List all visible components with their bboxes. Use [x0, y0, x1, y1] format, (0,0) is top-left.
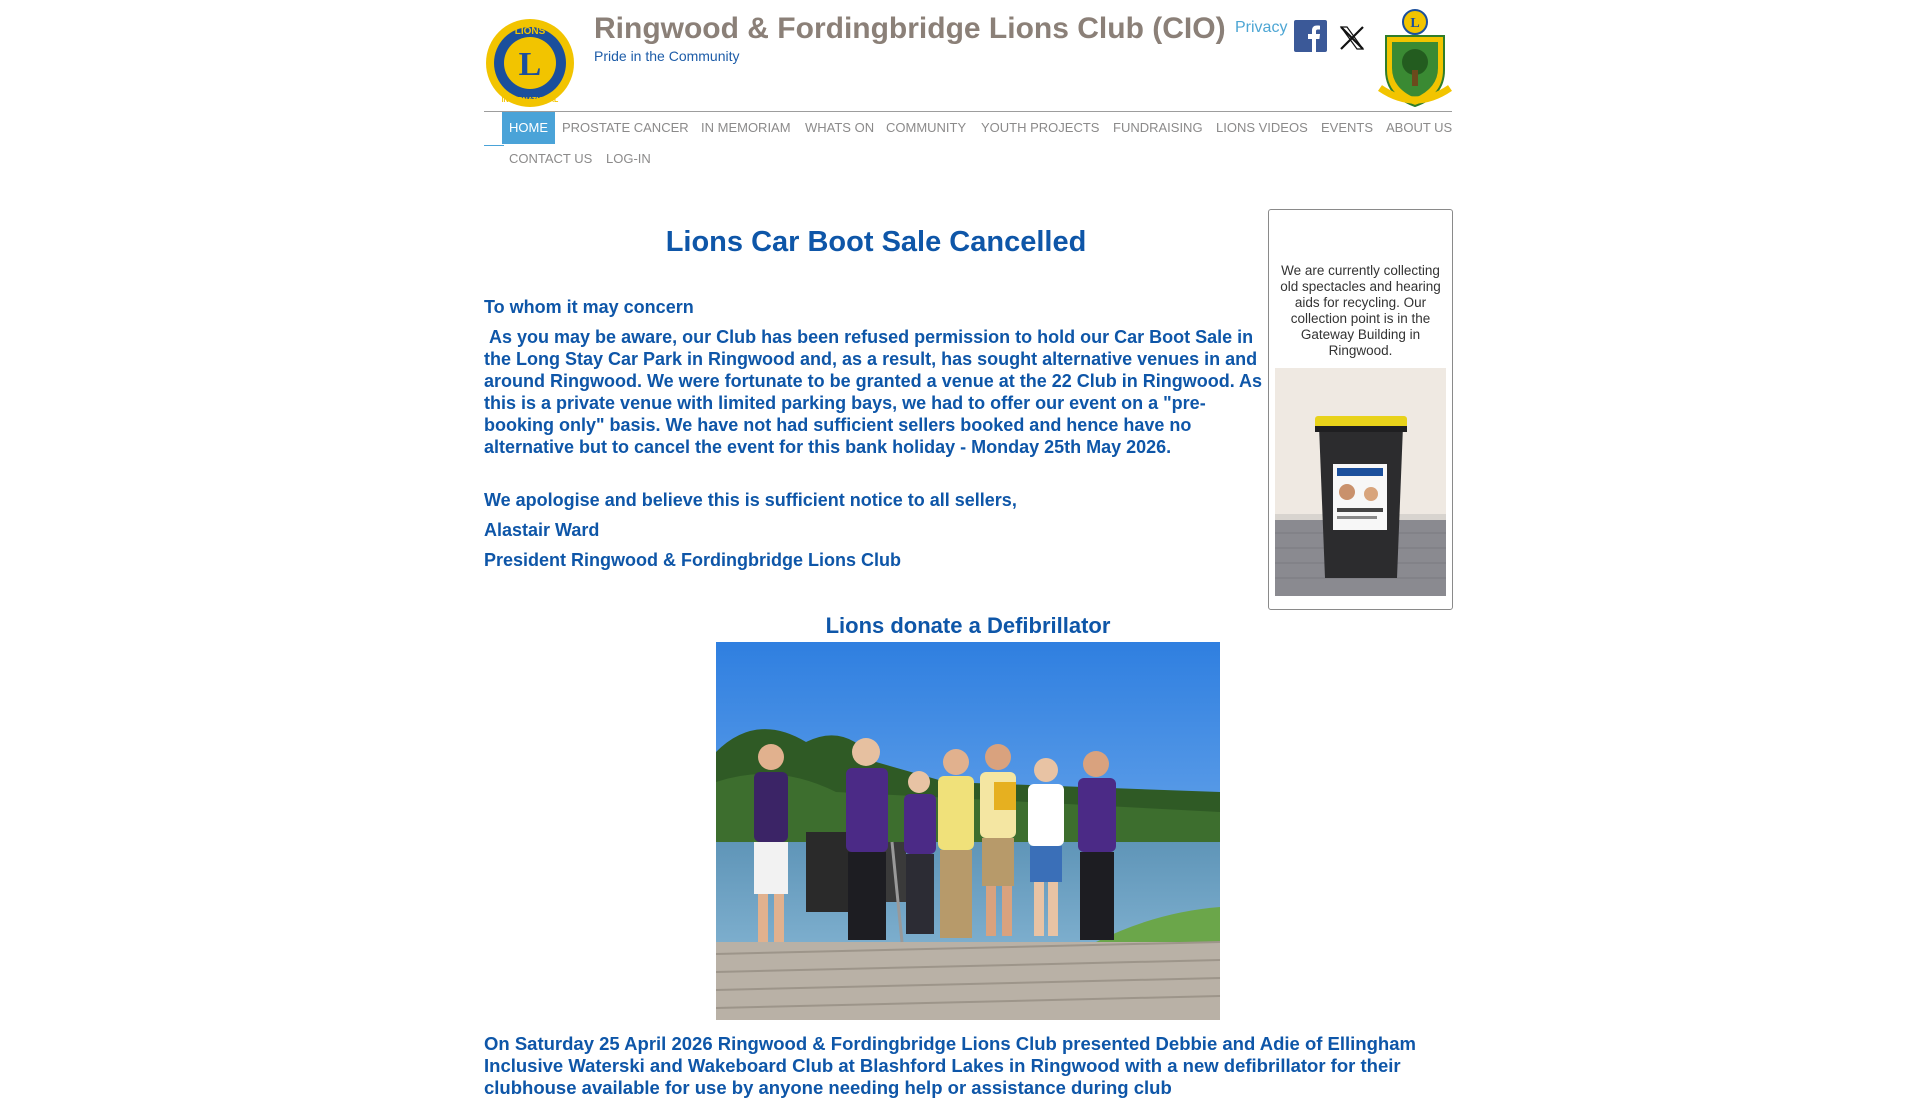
nav-item-whats-on[interactable]: WHATS ON: [805, 120, 875, 135]
site-tagline: Pride in the Community: [594, 48, 740, 64]
svg-text:L: L: [518, 46, 542, 83]
defib-heading: Lions donate a Defibrillator: [825, 613, 1111, 638]
nav-item-log-in[interactable]: LOG-IN: [606, 151, 651, 166]
nav-item-in-memoriam[interactable]: IN MEMORIAM: [701, 120, 791, 135]
lions-international-logo-icon[interactable]: [484, 18, 576, 108]
sidebar-recycling-box: [1268, 209, 1453, 610]
nav-item-about-us[interactable]: ABOUT US: [1386, 120, 1453, 135]
facebook-icon[interactable]: [1294, 20, 1327, 52]
svg-text:LIONS: LIONS: [514, 26, 546, 37]
nav-item-events[interactable]: EVENTS: [1321, 120, 1374, 135]
defib-body: On Saturday 25 April 2026 Ringwood & Fordingbridge Lions Club presented Debbie and Adie of Ellingham Inclusive Waterski and Wakeboard Club at Blashford Lakes in Ringwood with a new defibrillator for their clubhouse available for use by anyone needing help or assistance during club: [484, 1033, 1416, 1098]
article-signature-name: Alastair Ward: [484, 520, 600, 540]
nav-underline: [484, 145, 504, 146]
nav-item-fundraising[interactable]: FUNDRAISING: [1113, 120, 1203, 135]
nav-item-contact-us[interactable]: CONTACT US: [509, 151, 593, 166]
nav-item-lions-videos[interactable]: LIONS VIDEOS: [1216, 120, 1308, 135]
club-crest-icon[interactable]: [1378, 8, 1452, 110]
nav-item-youth-projects[interactable]: YOUTH PROJECTS: [981, 120, 1100, 135]
article-apology: We apologise and believe this is sufficient notice to all sellers,: [484, 490, 1017, 510]
defibrillator-presentation-photo: [716, 642, 1220, 1020]
privacy-link[interactable]: Privacy: [1235, 19, 1288, 36]
nav-item-prostate-cancer[interactable]: PROSTATE CANCER: [562, 120, 689, 135]
article-signature-role: President Ringwood & Fordingbridge Lions Club: [484, 550, 901, 570]
nav-item-home[interactable]: HOME: [502, 112, 555, 144]
nav-item-community[interactable]: COMMUNITY: [886, 120, 967, 135]
collection-bin-photo: [1275, 368, 1446, 596]
svg-text:INTERNATIONAL: INTERNATIONAL: [501, 97, 559, 104]
article-body: As you may be aware, our Club has been refused permission to hold our Car Boot Sale in the Long Stay Car Park in Ringwood and, as a result, has sought alternative venues in and around Ringwood. We were fortunate to be granted a venue at the 22 Club in Ringwood. As this is a private venue with limited parking bays, we had to offer our event on a "pre-booking only" basis. We have not had sufficient sellers booked and hence have no alternative but to cancel the event for this bank holiday - Monday 25th May 2026.: [484, 327, 1268, 457]
svg-text:L: L: [1410, 16, 1420, 31]
x-twitter-icon[interactable]: [1337, 23, 1367, 53]
article-heading: Lions Car Boot Sale Cancelled: [665, 226, 1087, 258]
article-salutation: To whom it may concern: [484, 297, 694, 317]
sidebar-recycling-text: We are currently collecting old spectacles and hearing aids for recycling. Our collection point is in the Gateway Building in Ringwood.: [1280, 263, 1441, 358]
site-title: Ringwood & Fordingbridge Lions Club (CIO): [594, 12, 1226, 45]
